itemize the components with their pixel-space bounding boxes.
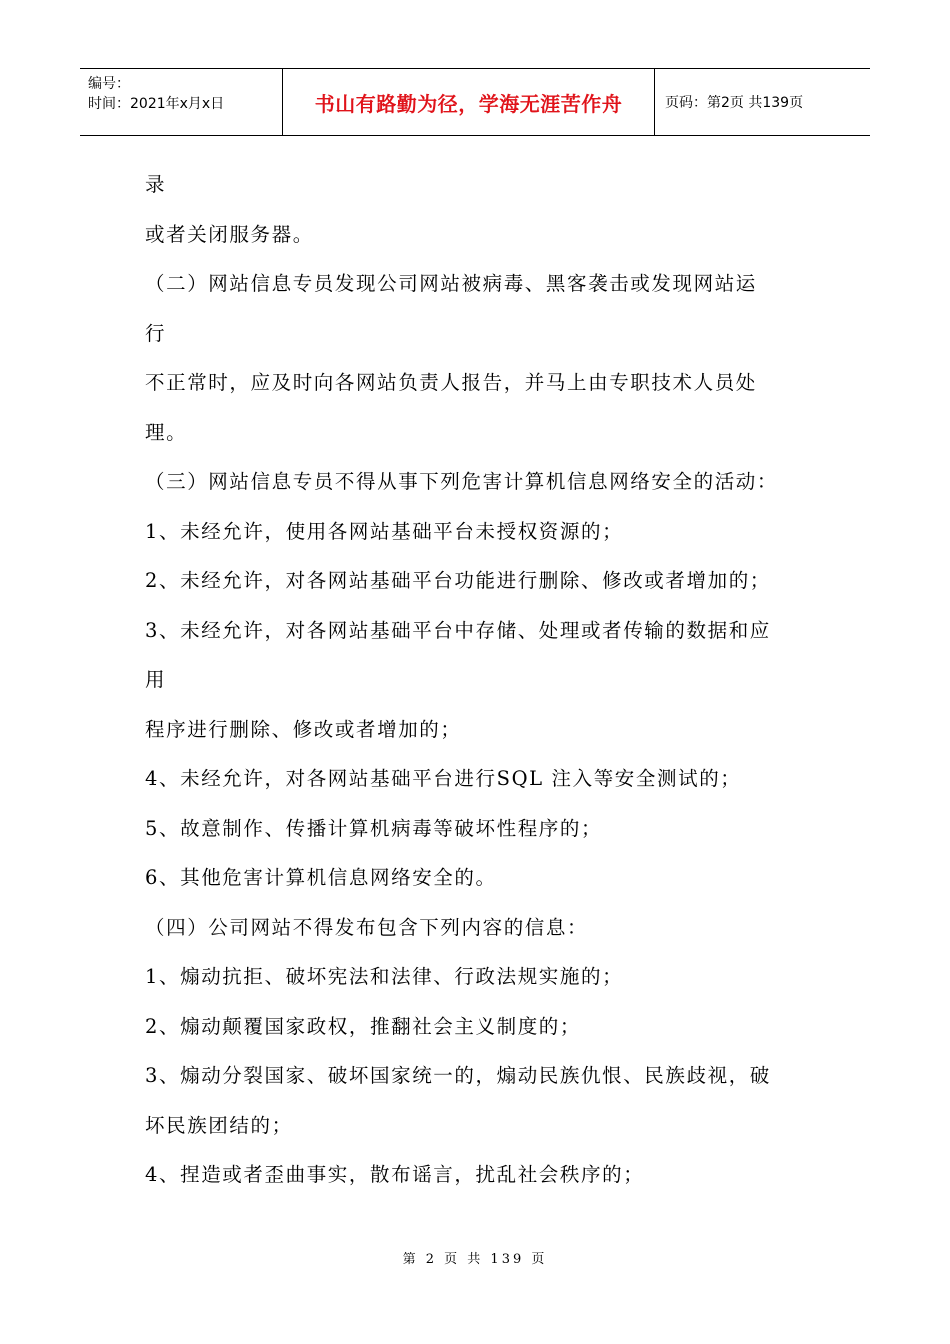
- document-number-label: 编号：: [88, 76, 130, 92]
- header-motto-cell: [283, 69, 655, 135]
- body-line: 录: [145, 173, 167, 196]
- body-line: 6、其他危害计算机信息网络安全的。: [145, 866, 497, 889]
- header-page-cell: [655, 69, 870, 135]
- body-line: 坏民族团结的；: [145, 1113, 293, 1137]
- document-body: [145, 160, 815, 1200]
- body-line: （三）网站信息专员不得从事下列危害计算机信息网络安全的活动：: [145, 470, 779, 493]
- body-line: 3、煽动分裂国家、破坏国家统一的，煽动民族仇恨、民族歧视，破: [145, 1064, 771, 1087]
- body-line: 用: [145, 668, 167, 691]
- body-line: 4、捏造或者歪曲事实，散布谣言，扰乱社会秩序的；: [145, 1163, 645, 1186]
- header-page-number: 页码：第2页 共139页: [665, 95, 804, 111]
- body-line: 5、故意制作、传播计算机病毒等破坏性程序的；: [145, 816, 603, 840]
- body-line: 3、未经允许，对各网站基础平台中存储、处理或者传输的数据和应: [145, 618, 771, 642]
- body-line: 不正常时，应及时向各网站负责人报告，并马上由专职技术人员处: [145, 371, 757, 394]
- page-header: [80, 68, 870, 136]
- body-line: （二）网站信息专员发现公司网站被病毒、黑客袭击或发现网站运: [145, 272, 757, 295]
- body-line: 2、未经允许，对各网站基础平台功能进行删除、修改或者增加的；: [145, 569, 771, 592]
- header-motto: 书山有路勤为径，学海无涯苦作舟: [314, 91, 623, 116]
- body-line: 2、煽动颠覆国家政权，推翻社会主义制度的；: [145, 1014, 582, 1038]
- body-line: 理。: [145, 420, 188, 444]
- footer-page-number: 第 2 页 共 139 页: [402, 1252, 548, 1267]
- header-meta-cell: [80, 69, 283, 135]
- body-line: 1、煽动抗拒、破坏宪法和法律、行政法规实施的；: [145, 965, 624, 988]
- body-line: 4、未经允许，对各网站基础平台进行SQL 注入等安全测试的；: [145, 767, 742, 790]
- body-line: 行: [145, 321, 167, 345]
- body-line: 程序进行删除、修改或者增加的；: [145, 717, 462, 741]
- body-line: （四）公司网站不得发布包含下列内容的信息：: [145, 915, 589, 939]
- body-line: 1、未经允许，使用各网站基础平台未授权资源的；: [145, 519, 624, 543]
- document-date-label: 时间：2021年x月x日: [88, 96, 225, 112]
- body-line: 或者关闭服务器。: [145, 222, 314, 246]
- page-footer: [0, 1248, 950, 1267]
